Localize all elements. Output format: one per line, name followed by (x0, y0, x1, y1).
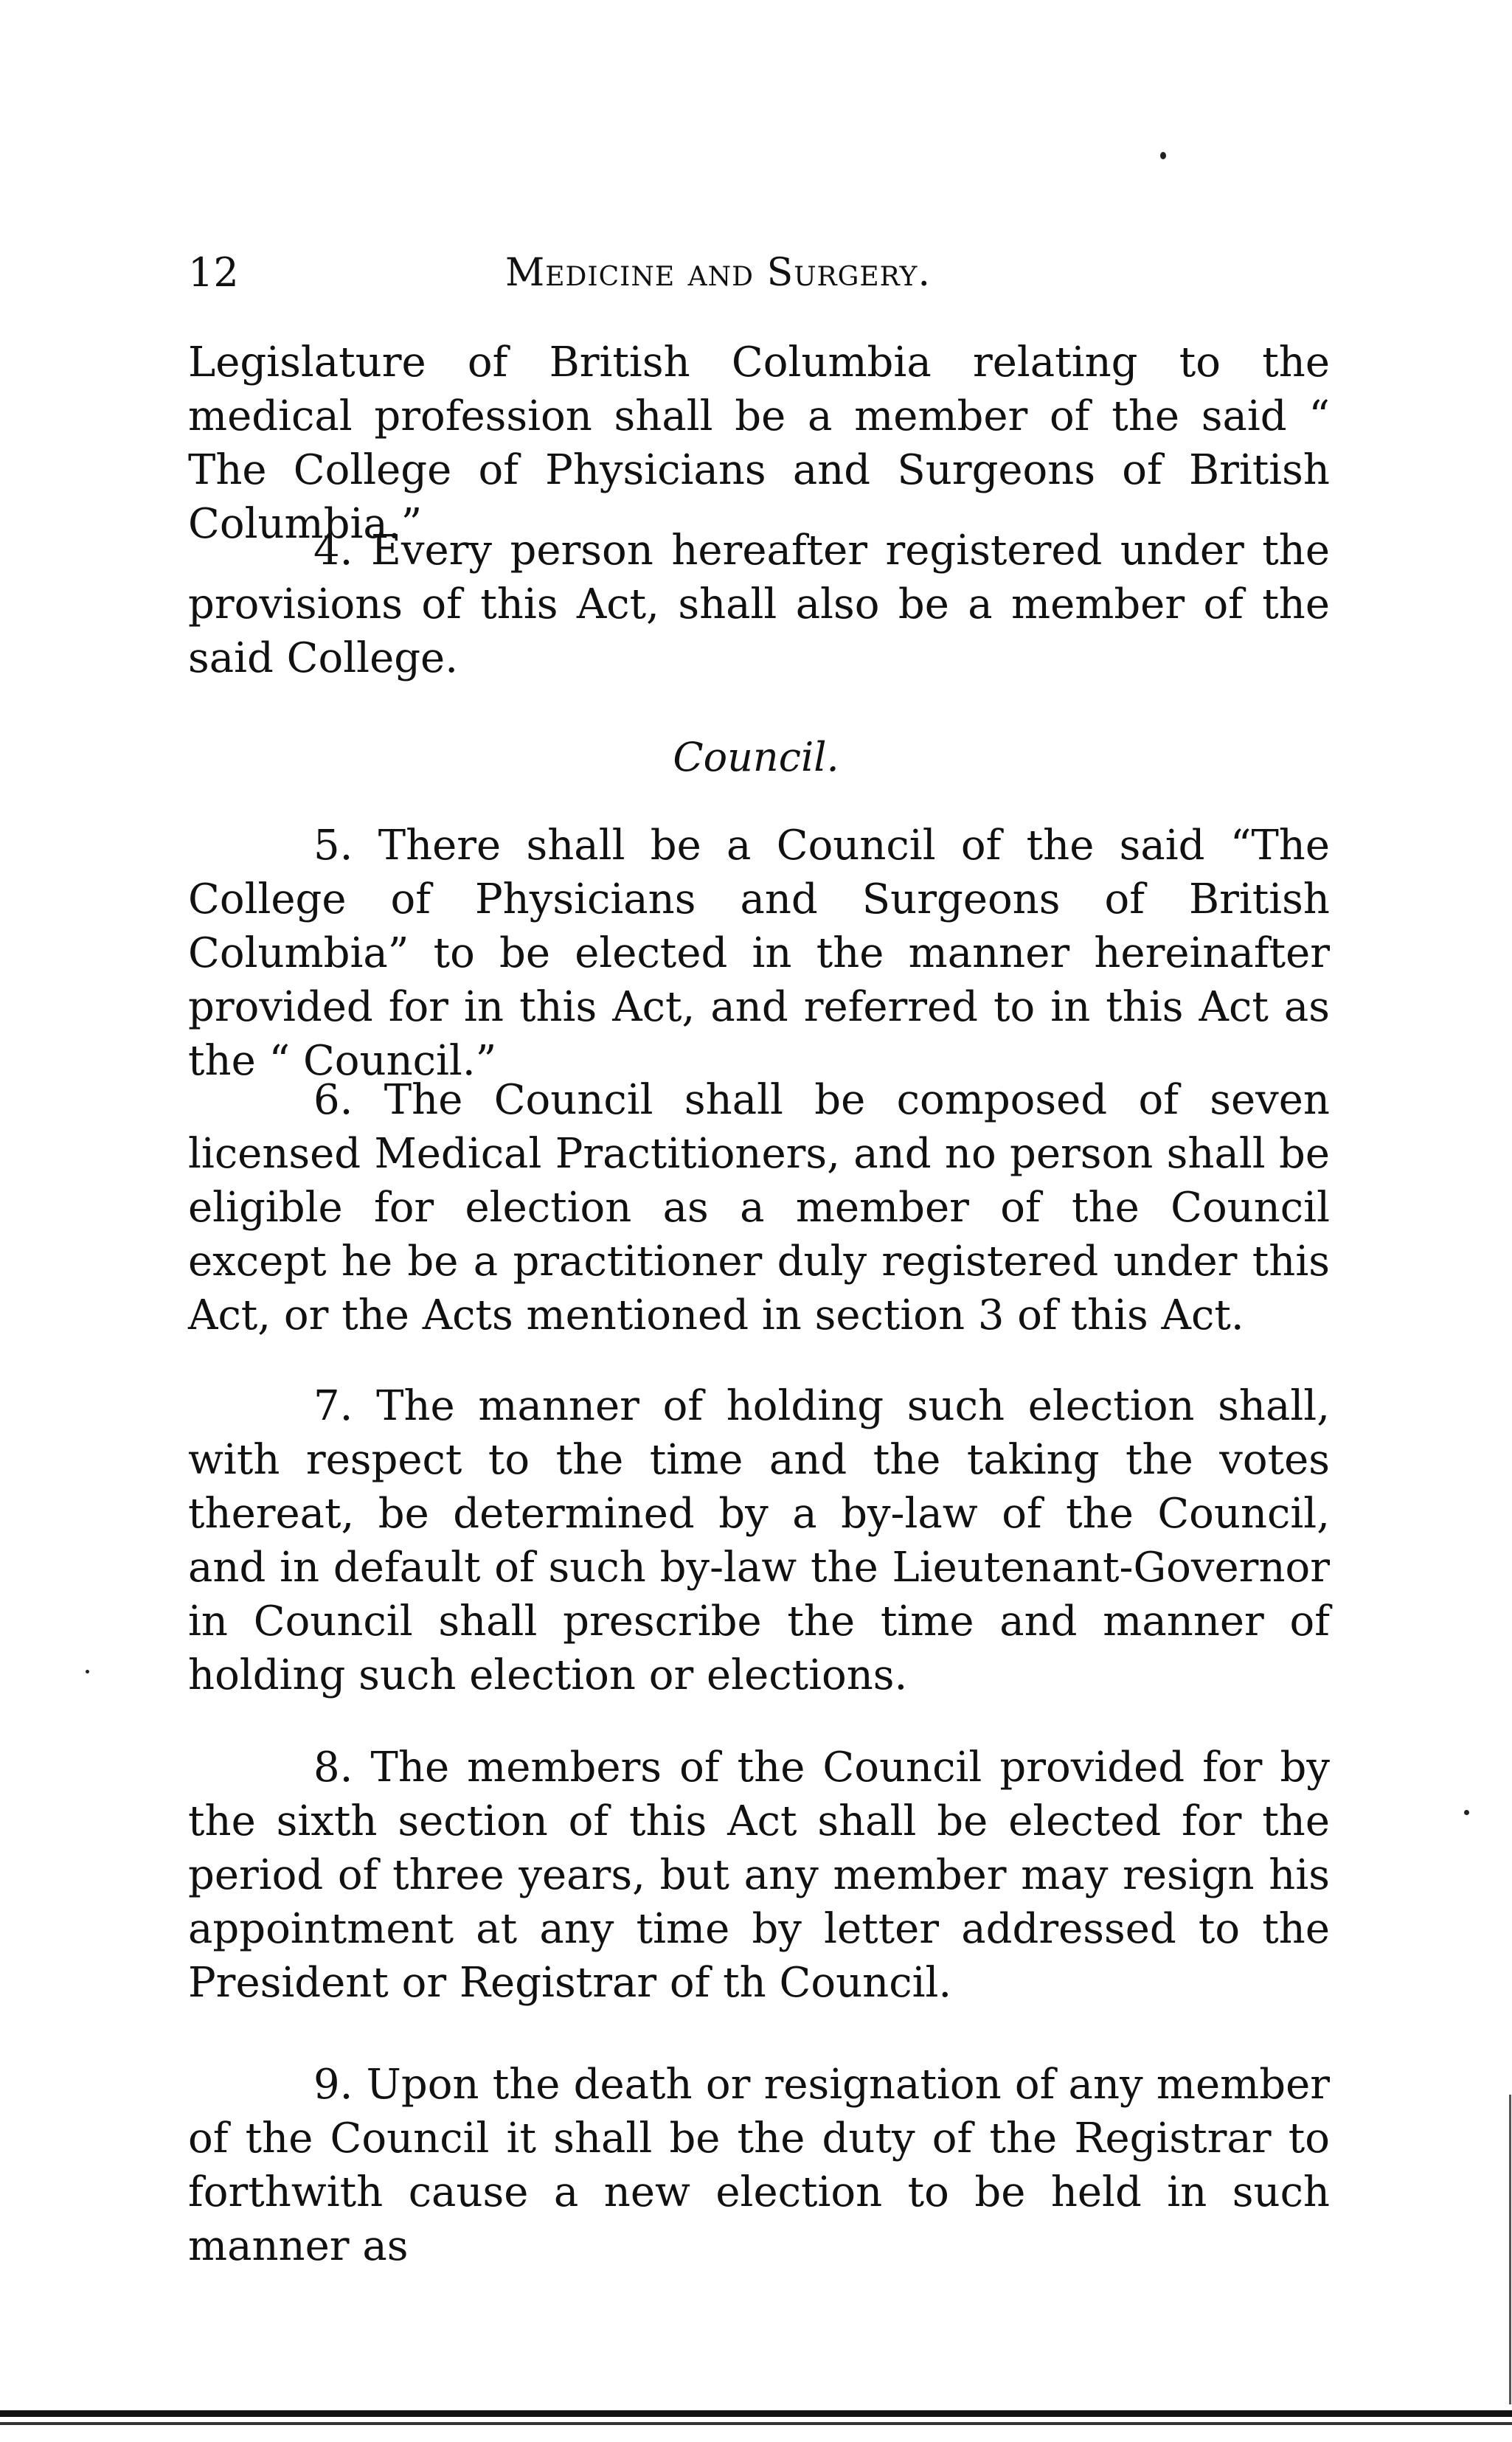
paragraph-section-7: 7. The manner of holding such election shall, with respect to the time and the taking the votes thereat, be determined by a by-law of the Council, and in default of such by-law the Lieutenant-Governor in Council shall prescribe the time and manner of holding such election or elections. (188, 1382, 1330, 1699)
ink-speck (86, 1670, 89, 1673)
paragraph-section-9: 9. Upon the death or resignation of any member of the Council it shall be the duty of the Registrar to forthwith cause a new election to be held in such manner as (188, 2061, 1330, 2270)
ink-speck (1160, 152, 1166, 159)
paragraph-section-4: 4. Every person hereafter registered under the provisions of this Act, shall also be a member of the said College. (188, 527, 1330, 682)
paragraph-section-6: 6. The Council shall be composed of seven licensed Medical Practitioners, and no person shall be eligible for election as a member of the Council except he be a practitioner duly registered under this Act, or the Acts mentioned in section 3 of this Act. (188, 1076, 1330, 1339)
paragraph-section-8: 8. The members of the Council provided for by the sixth section of this Act shall be elected for the period of three years, but any member may resign his appointment at any time by letter addressed to the President or Registrar of th Council. (188, 1744, 1330, 2007)
ink-speck (1464, 1810, 1469, 1815)
paragraph-section-5: 5. There shall be a Council of the said “The College of Physicians and Surgeons of British Columbia” to be elected in the manner hereinafter provided for in this Act, and referred to in this Act as the “ Council.” (188, 822, 1330, 1085)
page-bottom-edge-thin (0, 2422, 1512, 2425)
page-edge-line (1509, 2095, 1511, 2404)
section-heading-council: Council. (673, 734, 839, 780)
running-head: Medicine and Surgery. (505, 251, 931, 295)
page-bottom-edge (0, 2410, 1512, 2417)
page-number: 12 (188, 249, 239, 296)
page-header (0, 243, 1512, 302)
paragraph-continuation: Legislature of British Columbia relating to the medical profession shall be a member of the said “ The College of Physicians and Surgeons of British Columbia.” (188, 339, 1330, 548)
